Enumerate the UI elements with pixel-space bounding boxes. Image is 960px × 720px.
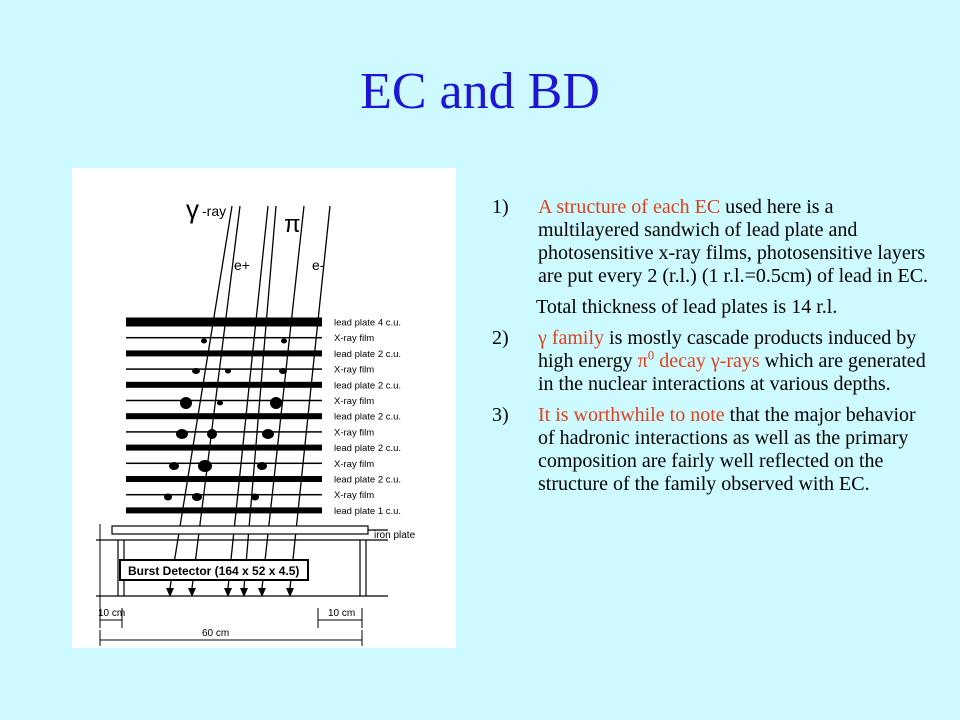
spot xyxy=(281,339,287,344)
point-3-text: that the major behavior of hadronic interactions as well as the primary composition are fairly well reflected on the structure of the family observed with EC. xyxy=(538,404,916,495)
thickness-note: Total thickness of lead plates is 14 r.l. xyxy=(536,296,838,318)
lead-plate xyxy=(126,445,322,451)
lead-plate xyxy=(126,476,322,482)
spot xyxy=(169,462,179,470)
point-3-number: 3) xyxy=(492,404,509,426)
lead-plate xyxy=(126,350,322,356)
layer-label: lead plate 2 c.u. xyxy=(334,474,402,486)
gamma-symbol: γ xyxy=(186,194,199,224)
layer-label: X-ray film xyxy=(334,458,375,470)
spot xyxy=(176,429,188,439)
layer-label: X-ray film xyxy=(334,333,375,345)
layer-label: lead plate 2 c.u. xyxy=(334,348,402,360)
spot xyxy=(225,369,231,374)
layer-label: lead plate 1 c.u. xyxy=(334,505,402,517)
spot xyxy=(192,493,202,501)
xray-film xyxy=(126,463,322,465)
xray-film xyxy=(126,368,322,370)
layer-label: X-ray film xyxy=(334,490,375,502)
spot xyxy=(251,494,259,501)
point-1-text: used here is a multilayered sandwich of lead plate and photosensitive x-ray films, photosensitive layers are put every 2 (r.l.) (1 r.l.=0.5cm) of lead in EC. xyxy=(538,196,929,287)
diagram-svg xyxy=(72,168,456,648)
spot xyxy=(257,462,267,470)
point-2-highlight-1: γ family xyxy=(538,327,605,349)
xray-film xyxy=(126,494,322,496)
xray-film xyxy=(126,337,322,339)
point-2-text-2: which are generated in the nuclear interactions at various depths. xyxy=(538,350,926,395)
point-1-number: 1) xyxy=(492,196,509,218)
dim-right-label: 10 cm xyxy=(328,608,356,619)
lead-plate xyxy=(126,507,322,513)
dim-total-label: 60 cm xyxy=(202,628,230,639)
spot xyxy=(164,494,172,501)
spot xyxy=(270,397,282,409)
point-3 xyxy=(492,404,932,496)
layer-label: lead plate 2 c.u. xyxy=(334,380,402,392)
eplus-label: e+ xyxy=(234,257,250,273)
point-2-highlight-3: decay γ-rays xyxy=(654,350,760,372)
spot xyxy=(198,460,212,472)
spot xyxy=(201,339,207,344)
lead-plate xyxy=(126,318,322,327)
iron-plate xyxy=(112,526,368,534)
layer-label: lead plate 2 c.u. xyxy=(334,411,402,423)
spot xyxy=(217,401,223,406)
spot xyxy=(192,368,200,374)
spot xyxy=(180,397,192,409)
slide-title: EC and BD xyxy=(360,63,600,120)
layer-label: X-ray film xyxy=(334,364,375,376)
layer-label: lead plate 4 c.u. xyxy=(334,317,402,329)
spot xyxy=(279,368,287,374)
xray-film xyxy=(126,400,322,402)
point-2 xyxy=(492,327,932,396)
point-3-highlight: It is worthwhile to note xyxy=(538,404,725,426)
layer-label: X-ray film xyxy=(334,427,375,439)
point-2-superscript: 0 xyxy=(647,347,655,363)
spot xyxy=(262,429,274,439)
point-2-number: 2) xyxy=(492,327,509,349)
lead-plate xyxy=(126,413,322,419)
point-1 xyxy=(492,196,932,288)
iron-plate-label: iron plate xyxy=(374,530,416,541)
ray-label: -ray xyxy=(202,203,227,219)
eminus-label: e- xyxy=(312,257,325,273)
dim-left-label: 10 cm xyxy=(98,608,126,619)
layer-label: X-ray film xyxy=(334,396,375,407)
burst-detector-label: Burst Detector (164 x 52 x 4.5) xyxy=(128,564,300,578)
layer-label: lead plate 2 c.u. xyxy=(334,443,402,455)
lead-plate xyxy=(126,382,322,388)
emulsion-chamber-diagram xyxy=(72,168,456,648)
pi-symbol: π xyxy=(284,211,301,238)
point-2-text-1: is mostly cascade products induced by high energy xyxy=(538,327,917,372)
point-2-highlight-2: π xyxy=(637,350,648,372)
xray-film xyxy=(126,431,322,433)
spot xyxy=(207,429,217,439)
text-block xyxy=(492,196,932,504)
point-1-highlight: A structure of each EC xyxy=(538,196,721,218)
